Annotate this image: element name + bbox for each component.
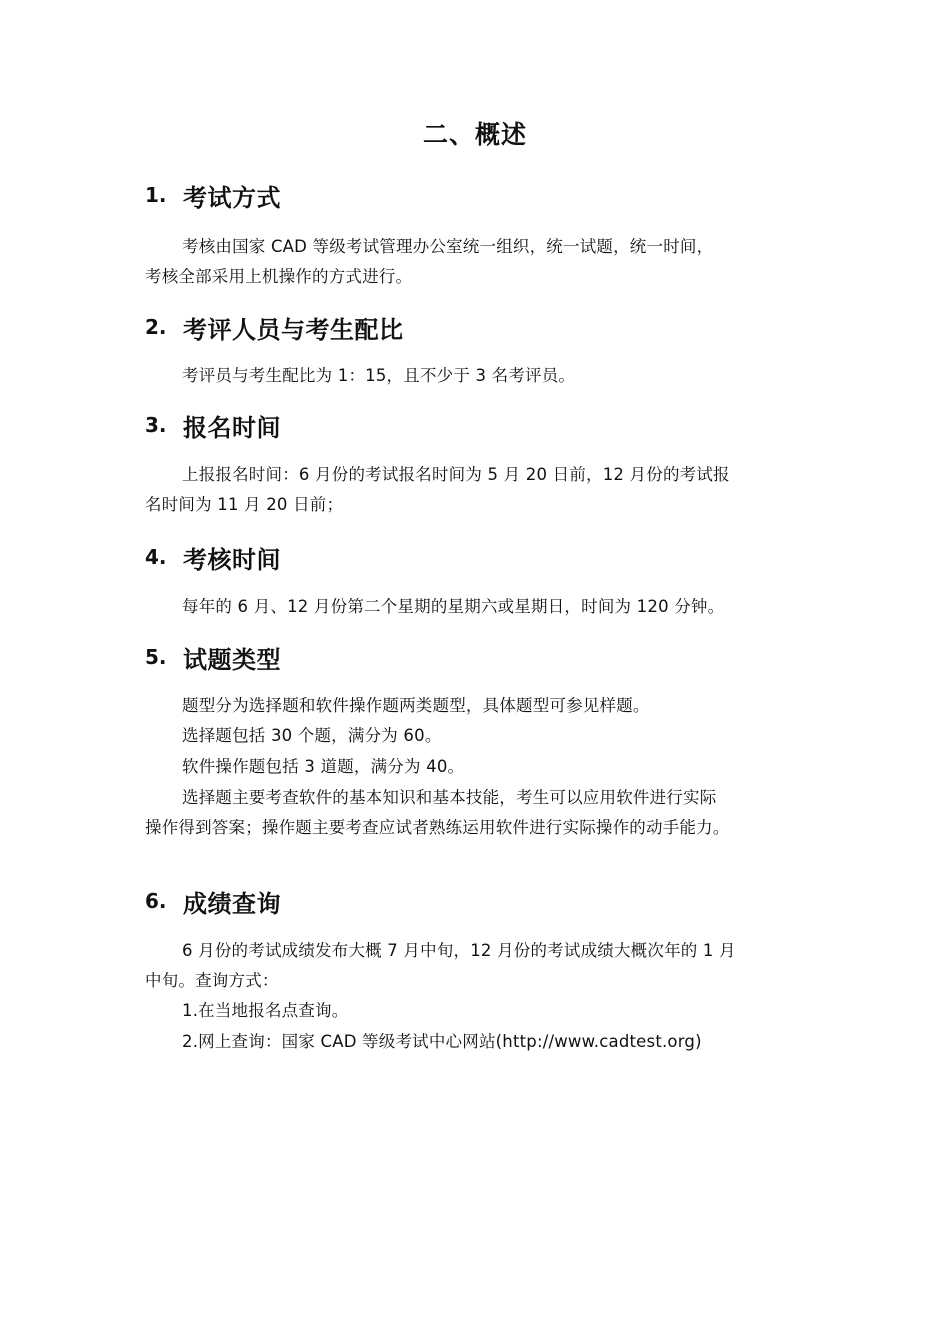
paragraph-line: 操作得到答案；操作题主要考查应试者熟练运用软件进行实际操作的动手能力。 <box>145 818 730 837</box>
paragraph-line: 考评员与考生配比为 1：15，且不少于 3 名考评员。 <box>182 366 576 385</box>
section-title: 考核时间 <box>183 545 281 574</box>
section-title: 成绩查询 <box>183 889 281 918</box>
paragraph-line: 2.网上查询：国家 CAD 等级考试中心网站(http://www.cadtest.org) <box>182 1032 702 1051</box>
paragraph-line: 考核由国家 CAD 等级考试管理办公室统一组织，统一试题，统一时间， <box>182 237 714 256</box>
section-number: 6. <box>145 889 167 913</box>
section-heading-5 <box>145 640 281 674</box>
paragraph-line: 6 月份的考试成绩发布大概 7 月中旬，12 月份的考试成绩大概次年的 1 月 <box>182 941 736 960</box>
section-heading-4 <box>145 540 281 574</box>
paragraph-line: 上报报名时间：6 月份的考试报名时间为 5 月 20 日前，12 月份的考试报 <box>182 465 730 484</box>
section-heading-3 <box>145 408 281 442</box>
paragraph-line: 选择题包括 30 个题，满分为 60。 <box>182 726 442 745</box>
section-number: 3. <box>145 413 167 437</box>
paragraph-line: 软件操作题包括 3 道题，满分为 40。 <box>182 757 465 776</box>
section-number: 2. <box>145 315 167 339</box>
paragraph-line: 每年的 6 月、12 月份第二个星期的星期六或星期日，时间为 120 分钟。 <box>182 597 725 616</box>
section-number: 1. <box>145 183 167 207</box>
section-title: 试题类型 <box>183 645 281 674</box>
section-heading-1 <box>145 178 281 212</box>
paragraph-line: 1.在当地报名点查询。 <box>182 1001 349 1020</box>
paragraph-line: 考核全部采用上机操作的方式进行。 <box>145 267 413 286</box>
paragraph-line: 题型分为选择题和软件操作题两类题型，具体题型可参见样题。 <box>182 696 650 715</box>
paragraph-line: 选择题主要考查软件的基本知识和基本技能，考生可以应用软件进行实际 <box>182 788 717 807</box>
section-title: 报名时间 <box>183 413 281 442</box>
section-title: 考试方式 <box>183 183 281 212</box>
page-title: 二、概述 <box>422 120 527 149</box>
section-number: 5. <box>145 645 167 669</box>
paragraph-line: 中旬。查询方式： <box>145 971 279 990</box>
section-number: 4. <box>145 545 167 569</box>
section-heading-2 <box>145 310 404 344</box>
paragraph-line: 名时间为 11 月 20 日前； <box>145 495 344 514</box>
section-heading-6 <box>145 884 281 918</box>
section-title: 考评人员与考生配比 <box>183 315 404 344</box>
